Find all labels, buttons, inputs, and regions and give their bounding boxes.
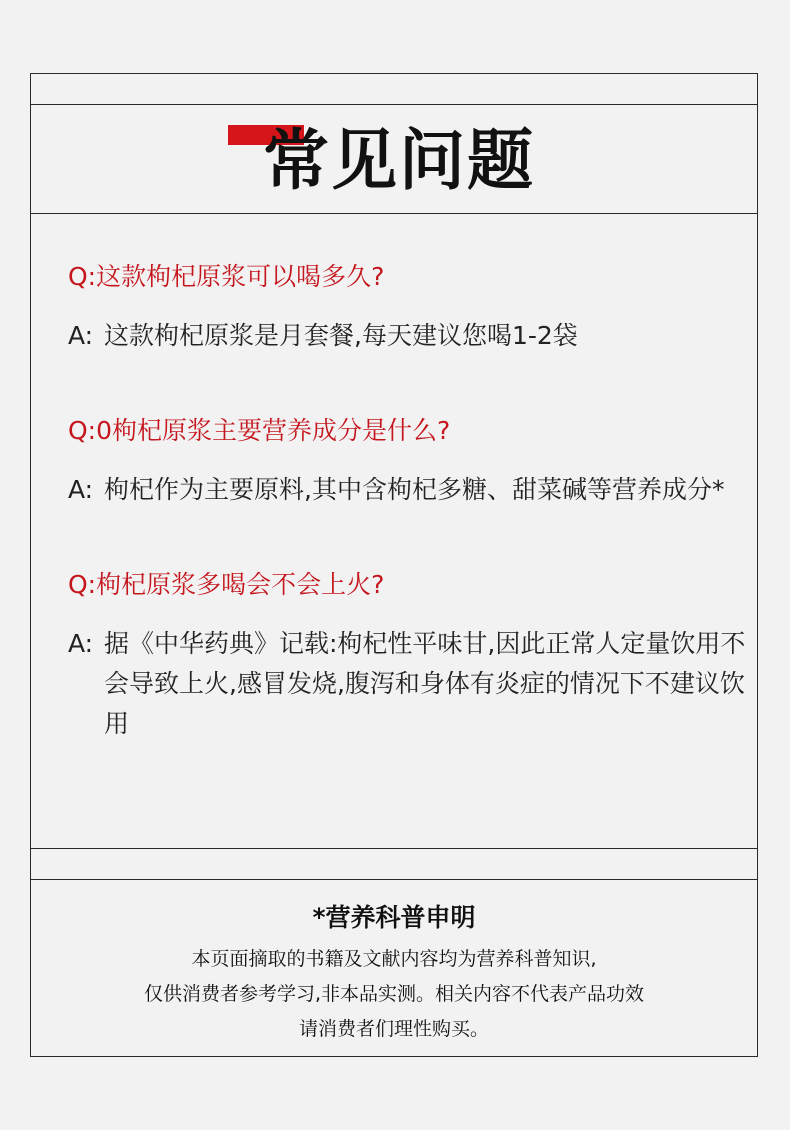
answer-prefix: A: <box>68 321 94 350</box>
faq-answer <box>68 470 748 510</box>
answer-prefix: A: <box>68 475 94 504</box>
answer-prefix: A: <box>68 629 94 658</box>
answer-text: 据《中华药典》记载:枸杞性平味甘,因此正常人定量饮用不会导致上火,感冒发烧,腹泻和身体有炎症的情况下不建议饮用 <box>104 629 746 738</box>
top-divider-strip <box>30 73 758 105</box>
faq-question: Q:枸杞原浆多喝会不会上火? <box>68 570 385 599</box>
faq-item-duration <box>68 258 748 356</box>
page-title: 常见问题 <box>263 122 535 199</box>
faq-answer <box>68 624 748 744</box>
faq-item-heat <box>68 566 748 744</box>
faq-question: Q:这款枸杞原浆可以喝多久? <box>68 262 385 291</box>
notice-line: 仅供消费者参考学习,非本品实测。相关内容不代表产品功效 <box>143 983 645 1005</box>
notice-line: 本页面摘取的书籍及文献内容均为营养科普知识, <box>191 948 597 970</box>
title-section <box>30 104 758 214</box>
faq-section <box>30 213 758 849</box>
faq-question: Q:0枸杞原浆主要营养成分是什么? <box>68 416 451 445</box>
answer-text: 枸杞作为主要原料,其中含枸杞多糖、甜菜碱等营养成分* <box>104 475 725 504</box>
answer-text: 这款枸杞原浆是月套餐,每天建议您喝1-2袋 <box>104 321 578 350</box>
nutrition-notice <box>30 879 758 1057</box>
notice-title: *营养科普申明 <box>312 903 476 932</box>
faq-list <box>68 258 748 744</box>
faq-item-nutrients <box>68 412 748 510</box>
notice-text <box>31 942 757 1047</box>
bottom-divider-strip <box>30 848 758 880</box>
faq-answer <box>68 316 748 356</box>
notice-line: 请消费者们理性购买。 <box>298 1018 489 1040</box>
